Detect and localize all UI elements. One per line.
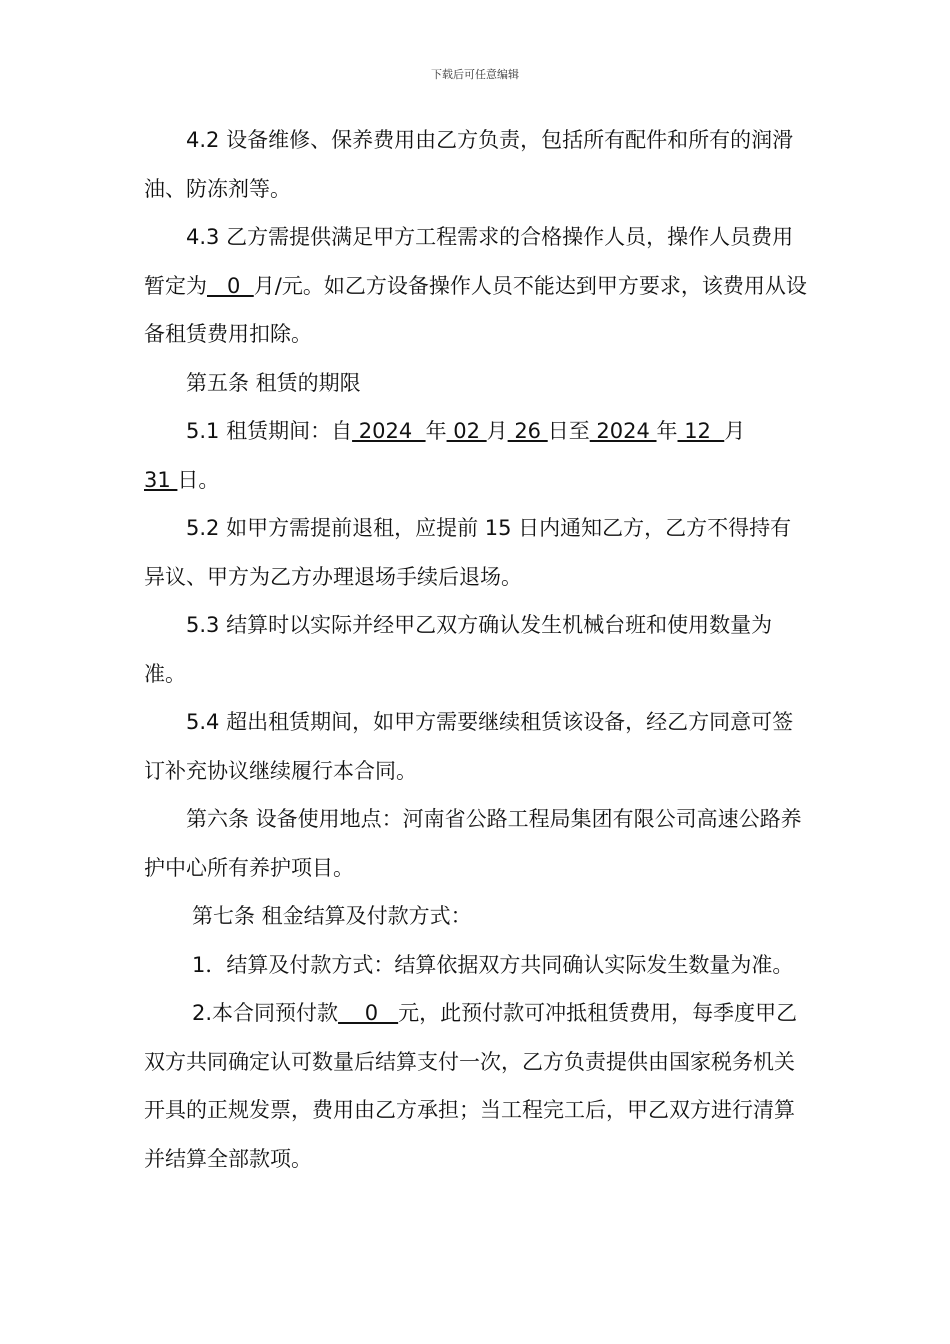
clause-7-2 [144,989,808,1183]
clause-5-1 [144,407,808,504]
year-label: 年 [656,419,678,443]
clause-5-4: 5.4 超出租赁期间，如甲方需要继续租赁该设备，经乙方同意可签订补充协议继续履行本合同。 [144,710,794,783]
month-label: 月 [724,419,746,443]
prepayment-blank: 0 [338,1001,399,1025]
year-label: 年 [425,419,447,443]
clause-7-1: 1．结算及付款方式：结算依据双方共同确认实际发生数量为准。 [192,952,794,977]
month-label: 月 [486,419,508,443]
article-6: 第六条 设备使用地点：河南省公路工程局集团有限公司高速公路养护中心所有养护项目。 [144,807,802,880]
contract-body [144,116,808,1183]
article-7-heading: 第七条 租金结算及付款方式： [192,904,472,928]
day-to-label: 日至 [547,419,590,443]
clause-4-3 [144,213,808,359]
end-month: 12 [677,419,725,443]
end-day: 31 [144,467,178,492]
clause-7-2-text-a: 2.本合同预付款 [192,1001,339,1025]
end-year: 2024 [589,419,657,443]
clause-7-2-text-b: 元，此预付款可冲抵租赁费用，每季度甲乙双方共同确定认可数量后结算支付一次，乙方负责提供由国家税务机关开具的正规发票，费用由乙方承担；当工程完工后，甲乙双方进行清算并结算全部款项。 [144,1001,798,1171]
clause-5-3: 5.3 结算时以实际并经甲乙双方确认发生机械台班和使用数量为准。 [144,613,773,686]
article-5-heading: 第五条 租赁的期限 [186,370,361,395]
clause-5-1-prefix: 5.1 租赁期间：自 [186,419,353,443]
clause-4-3-text-b: 月/元。如乙方设备操作人员不能达到甲方要求，该费用从设备租赁费用扣除。 [144,273,807,346]
page-header: 下载后可任意编辑 [431,68,519,81]
clause-5-2: 5.2 如甲方需提前退租，应提前 15 日内通知乙方，乙方不得持有异议、甲方为乙方办理退场手续后退场。 [144,516,792,589]
clause-4-3-text-a: 4.3 乙方需提供满足甲方工程需求的合格操作人员，操作人员费用暂定为 [144,225,794,298]
start-month: 02 [446,419,487,443]
clause-4-2: 4.2 设备维修、保养费用由乙方负责，包括所有配件和所有的润滑油、防冻剂等。 [144,128,794,201]
start-day: 26 [507,419,548,443]
start-year: 2024 [352,419,426,443]
day-end-label: 日。 [177,467,220,492]
operator-fee-blank: 0 [207,273,254,298]
